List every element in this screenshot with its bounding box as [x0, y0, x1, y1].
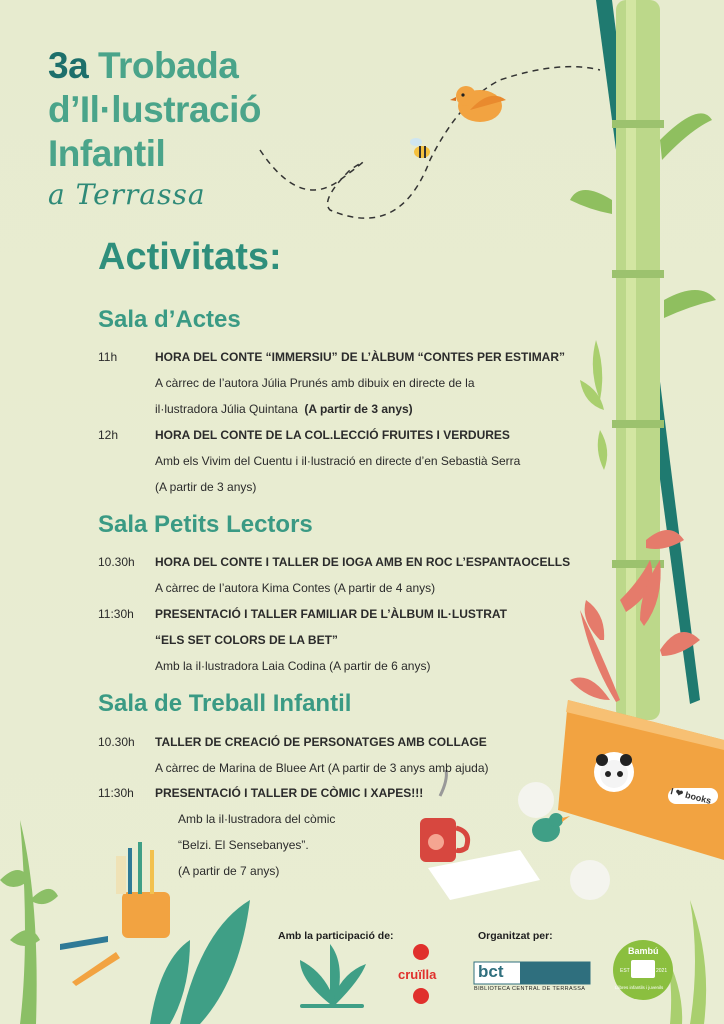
section-sala-treball-infantil: Sala de Treball Infantil	[98, 690, 352, 717]
activities-heading: Activitats:	[98, 236, 282, 278]
event-time: 10.30h	[98, 735, 135, 749]
event-title: HORA DEL CONTE I TALLER DE IOGA AMB EN ROC L’ESPANTAOCELLS	[155, 555, 571, 569]
bambu-text: Bambú	[628, 946, 659, 956]
plant-logo	[300, 944, 366, 1008]
bambu-subtext: Llibres infantils i juvenils	[615, 985, 664, 990]
pencil-cup-illustration	[60, 842, 170, 986]
bambu-year-text: 2021	[656, 968, 668, 974]
plant-left-illustration	[0, 820, 58, 1024]
event-description-text: il·lustradora Júlia Quintana	[155, 402, 298, 416]
bct-text: bct	[478, 962, 504, 981]
event-time: 10.30h	[98, 555, 135, 569]
event-description: Amb els Vivim del Cuentu i il·lustració en directe d’en Sebastià Serra	[155, 454, 521, 468]
event-age: (A partir de 3 anys)	[155, 480, 257, 494]
section-sala-petits-lectors: Sala Petits Lectors	[98, 511, 313, 538]
event-description: A càrrec de l’autora Kima Contes (A partir de 4 anys)	[155, 581, 436, 595]
event-time: 11:30h	[98, 786, 134, 800]
event-title: HORA DEL CONTE DE LA COL.LECCIÓ FRUITES I VERDURES	[155, 428, 510, 442]
event-time: 12h	[98, 428, 119, 442]
title-line3: Infantil	[48, 133, 166, 174]
event-description: Amb la il·lustradora del còmic	[178, 812, 336, 826]
organized-label: Organitzat per:	[478, 930, 553, 942]
event-description: A càrrec de l’autora Júlia Prunés amb dibuix en directe de la	[155, 376, 475, 390]
event-title: PRESENTACIÓ I TALLER FAMILIAR DE L’ÀLBUM IL·LUSTRAT	[155, 607, 507, 621]
event-age: (A partir de 3 anys)	[304, 402, 413, 416]
box-sticker-text: I ❤ books	[669, 786, 713, 806]
green-leaves-illustration	[580, 340, 607, 470]
cruilla-text: cruïlla	[398, 967, 437, 982]
event-title-line2: “ELS SET COLORS DE LA BET”	[155, 633, 338, 647]
title-line2: d’Il·lustració	[48, 89, 261, 130]
title-line1: Trobada	[97, 45, 239, 86]
bambu-est-text: EST	[620, 968, 630, 974]
event-time: 11h	[98, 350, 118, 364]
bct-fulltext: BIBLIOTECA CENTRAL DE TERRASSA	[474, 986, 586, 992]
participation-label: Amb la participació de:	[278, 930, 394, 942]
bird-illustration	[450, 86, 506, 122]
event-title: TALLER DE CREACIÓ DE PERSONATGES AMB COLLAGE	[155, 735, 487, 749]
edition-number: 3a	[48, 45, 89, 86]
section-sala-actes: Sala d’Actes	[98, 306, 241, 333]
event-title: HORA DEL CONTE “IMMERSIU” DE L’ÀLBUM “CONTES PER ESTIMAR”	[155, 350, 566, 364]
event-description	[155, 402, 413, 416]
flight-path	[260, 67, 600, 219]
event-description: “Belzi. El Sensebanyes”.	[178, 838, 309, 852]
book-box-illustration	[558, 700, 724, 860]
event-time: 11:30h	[98, 607, 134, 621]
poster-title	[48, 44, 261, 176]
event-description: Amb la il·lustradora Laia Codina (A partir de 6 anys)	[155, 659, 431, 673]
bee-illustration	[410, 138, 430, 158]
event-title: PRESENTACIÓ I TALLER DE CÒMIC I XAPES!!!	[155, 786, 424, 800]
event-description: A càrrec de Marina de Bluee Art (A partir de 3 anys amb ajuda)	[155, 761, 489, 775]
subtitle: a Terrassa	[48, 178, 206, 211]
event-age: (A partir de 7 anys)	[178, 864, 280, 878]
